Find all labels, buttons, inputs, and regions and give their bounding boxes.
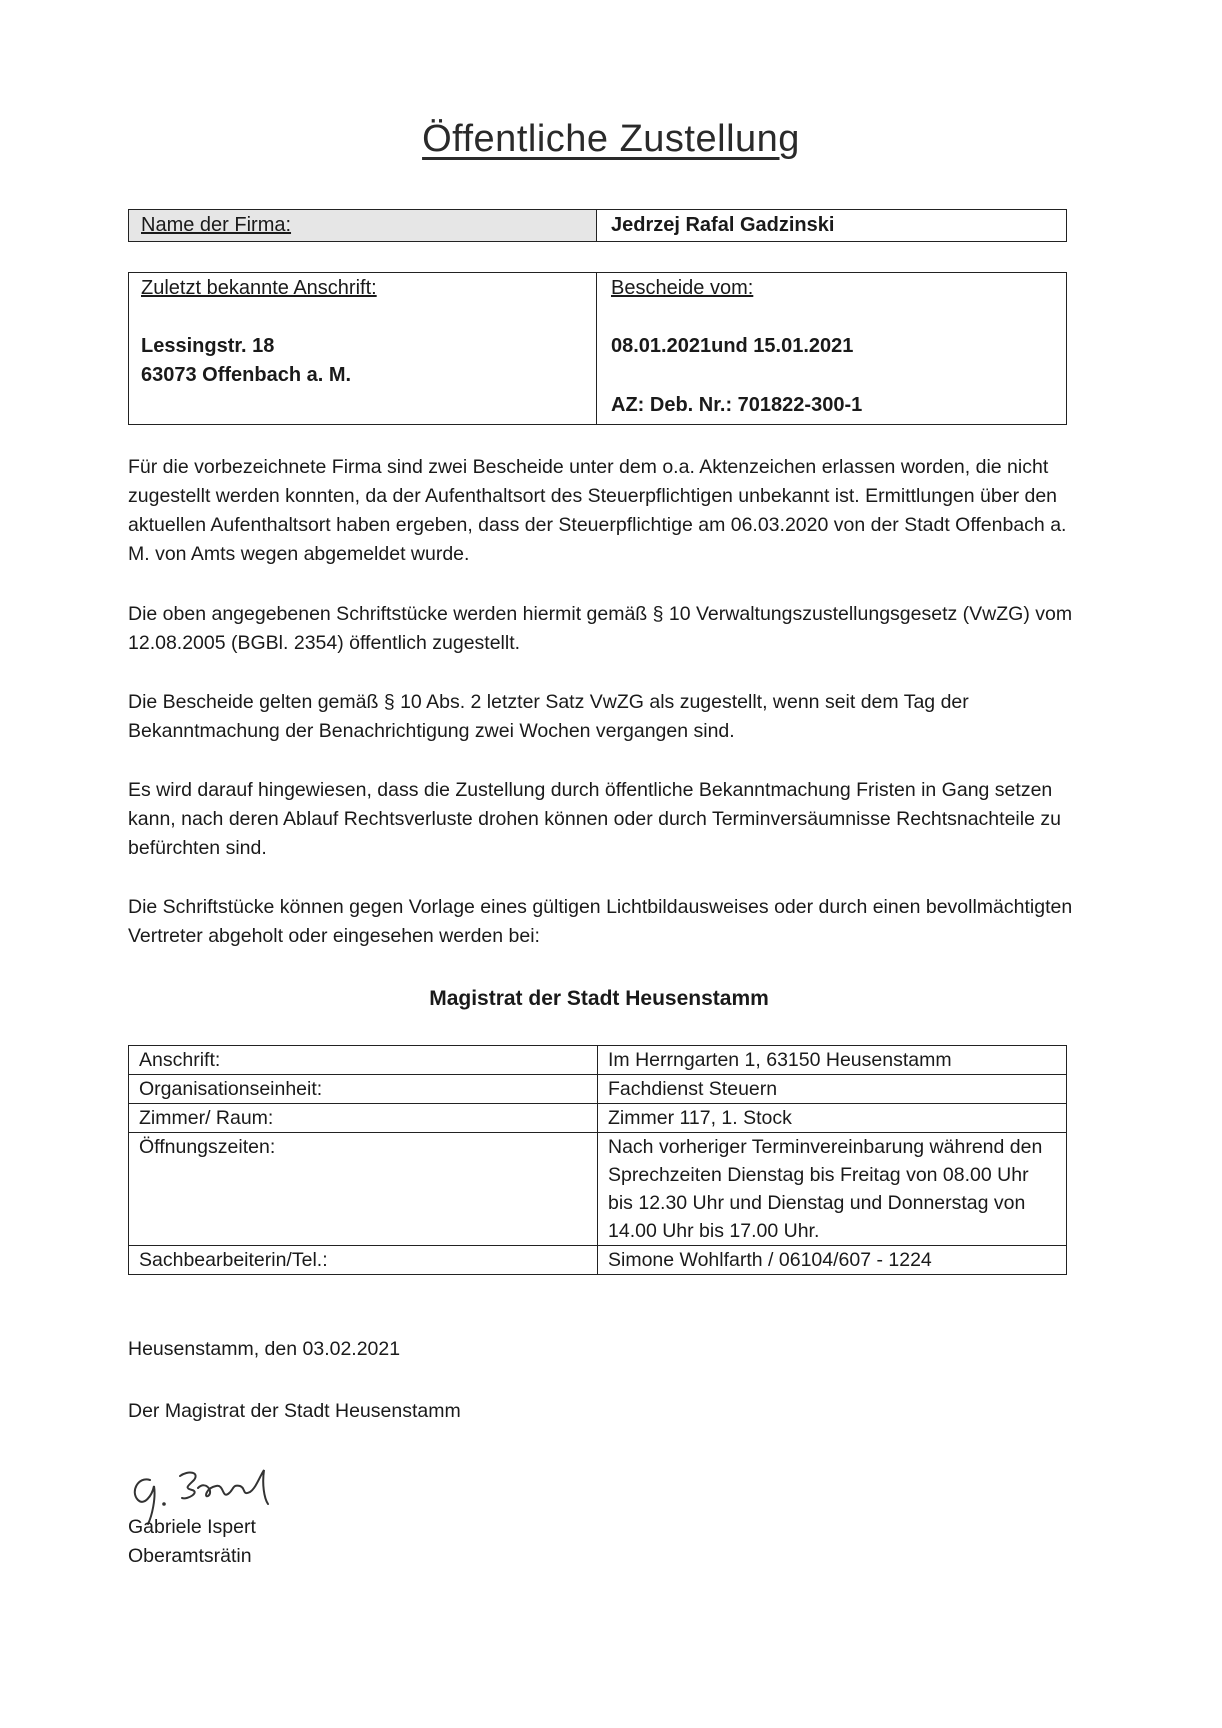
table-row [129,1133,1067,1246]
row-value: Nach vorheriger Terminvereinbarung während den Sprechzeiten Dienstag bis Freitag von 08.00 Uhr bis 12.30 Uhr und Dienstag und Donnerstag von 14.00 Uhr bis 17.00 Uhr. [598,1133,1067,1246]
firm-name: Jedrzej Rafal Gadzinski [611,214,835,236]
row-label: Anschrift: [129,1046,598,1075]
address-label: Zuletzt bekannte Anschrift: [141,277,377,299]
paragraph-pickup: Die Schriftstücke können gegen Vorlage eines gültigen Lichtbildausweises oder durch einen bevollmächtigten Vertreter abgeholt oder eingesehen werden bei: [128,896,1073,947]
firm-name-box [128,209,1067,242]
reference-number: AZ: Deb. Nr.: 701822-300-1 [611,394,863,416]
row-value: Fachdienst Steuern [598,1075,1067,1104]
table-row [129,1046,1067,1075]
paragraph-legal-basis: Die oben angegebenen Schriftstücke werden hiermit gemäß § 10 Verwaltungszustellungsgesetz (VwZG) vom 12.08.2005 (BGBl. 2354) öffentlich zugestellt. [128,603,1073,654]
row-value: Im Herrngarten 1, 63150 Heusenstamm [598,1046,1067,1075]
place-date: Heusenstamm, den 03.02.2021 [128,1338,401,1360]
row-label: Organisationseinheit: [129,1075,598,1104]
row-label: Sachbearbeiterin/Tel.: [129,1246,598,1275]
table-row [129,1075,1067,1104]
contact-info-table [128,1045,1067,1275]
address-line-2: 63073 Offenbach a. M. [141,364,352,386]
paragraph-notice: Für die vorbezeichnete Firma sind zwei Bescheide unter dem o.a. Aktenzeichen erlassen worden, die nicht zugestellt werden konnten, da der Aufenthaltsort des Steuerpflichtigen unbekannt ist. Ermittlungen über den aktuellen Aufenthaltsort haben ergeben, dass der Steuerpflichtige am 06.03.2020 von der Stadt Offenbach a. M. von Amts wegen abgemeldet wurde. [128,456,1067,565]
issuer: Der Magistrat der Stadt Heusenstamm [128,1400,461,1422]
paragraph-effect: Die Bescheide gelten gemäß § 10 Abs. 2 letzter Satz VwZG als zugestellt, wenn seit dem Tag der Bekanntmachung der Benachrichtigung zwei Wochen vergangen sind. [128,691,969,742]
signatory-name: Gabriele Ispert [128,1516,256,1538]
authority-heading: Magistrat der Stadt Heusenstamm [429,987,769,1010]
decision-dates: 08.01.2021und 15.01.2021 [611,335,854,357]
box-divider [596,210,597,241]
row-label: Öffnungszeiten: [129,1133,598,1246]
decision-label: Bescheide vom: [611,277,754,299]
row-value: Zimmer 117, 1. Stock [598,1104,1067,1133]
firm-label: Name der Firma: [141,214,292,236]
box-divider [596,273,597,424]
paragraph-warning: Es wird darauf hingewiesen, dass die Zustellung durch öffentliche Bekanntmachung Fristen in Gang setzen kann, nach deren Ablauf Rechtsverluste drohen können oder durch Terminversäumnisse Rechtsnachteile zu befürchten sind. [128,779,1061,859]
document-title: Öffentliche Zustellung [422,118,800,160]
address-decision-box [128,272,1067,425]
row-value: Simone Wohlfarth / 06104/607 - 1224 [598,1246,1067,1275]
table-row [129,1104,1067,1133]
table-row [129,1246,1067,1275]
signatory-title: Oberamtsrätin [128,1545,252,1567]
address-line-1: Lessingstr. 18 [141,335,275,357]
row-label: Zimmer/ Raum: [129,1104,598,1133]
